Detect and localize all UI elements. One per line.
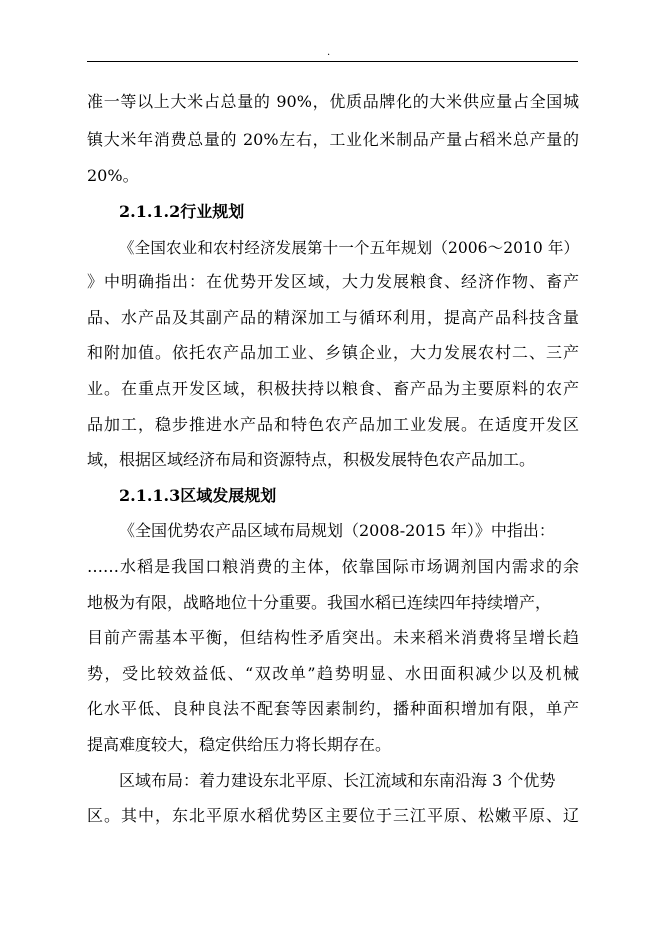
- section-heading: 2.1.1.2行业规划: [119, 202, 245, 221]
- body-line: 提高难度较大，稳定供给压力将长期存在。: [87, 735, 392, 754]
- body-line: 》中明确指出：在优势开发区域，大力发展粮食、经济作物、畜产: [87, 272, 579, 291]
- body-line: 《全国优势农产品区域布局规划（2008-2015 年）》中指出：: [119, 521, 555, 540]
- body-line: 20%。: [87, 166, 139, 185]
- header-rule: [87, 61, 578, 62]
- body-line: 区。其中，东北平原水稻优势区主要位于三江平原、松嫩平原、辽: [87, 806, 579, 825]
- body-line: 域，根据区域经济布局和资源特点，积极发展特色农产品加工。: [87, 450, 536, 469]
- body-line: 准一等以上大米占总量的 90%，优质品牌化的大米供应量占全国城: [87, 92, 579, 111]
- header-mark: .: [327, 47, 331, 58]
- body-line: 化水平低、良种良法不配套等因素制约，播种面积增加有限，单产: [87, 699, 579, 718]
- body-line: 《全国农业和农村经济发展第十一个五年规划（2006～2010 年）: [119, 239, 579, 257]
- body-line: 品加工，稳步推进水产品和特色农产品加工业发展。在适度开发区: [87, 415, 579, 434]
- body-line: ……水稻是我国口粮消费的主体，依靠国际市场调剂国内需求的余: [87, 557, 579, 576]
- body-line: 和附加值。依托农产品加工业、乡镇企业，大力发展农村二、三产: [87, 343, 579, 362]
- body-line: 品、水产品及其副产品的精深加工与循环利用，提高产品科技含量: [87, 308, 579, 327]
- body-line: 势，受比较效益低、“双改单”趋势明显、水田面积减少以及机械: [87, 664, 579, 683]
- section-heading: 2.1.1.3区域发展规划: [119, 486, 277, 505]
- body-line: 区域布局：着力建设东北平原、长江流域和东南沿海 3 个优势: [119, 771, 556, 790]
- body-line: 目前产需基本平衡，但结构性矛盾突出。未来稻米消费将呈增长趋: [87, 628, 579, 647]
- body-line: 地极为有限，战略地位十分重要。我国水稻已连续四年持续增产，: [87, 593, 552, 612]
- body-line: 业。在重点开发区域，积极扶持以粮食、畜产品为主要原料的农产: [87, 379, 579, 398]
- body-line: 镇大米年消费总量的 20%左右，工业化米制品产量占稻米总产量的: [87, 130, 579, 149]
